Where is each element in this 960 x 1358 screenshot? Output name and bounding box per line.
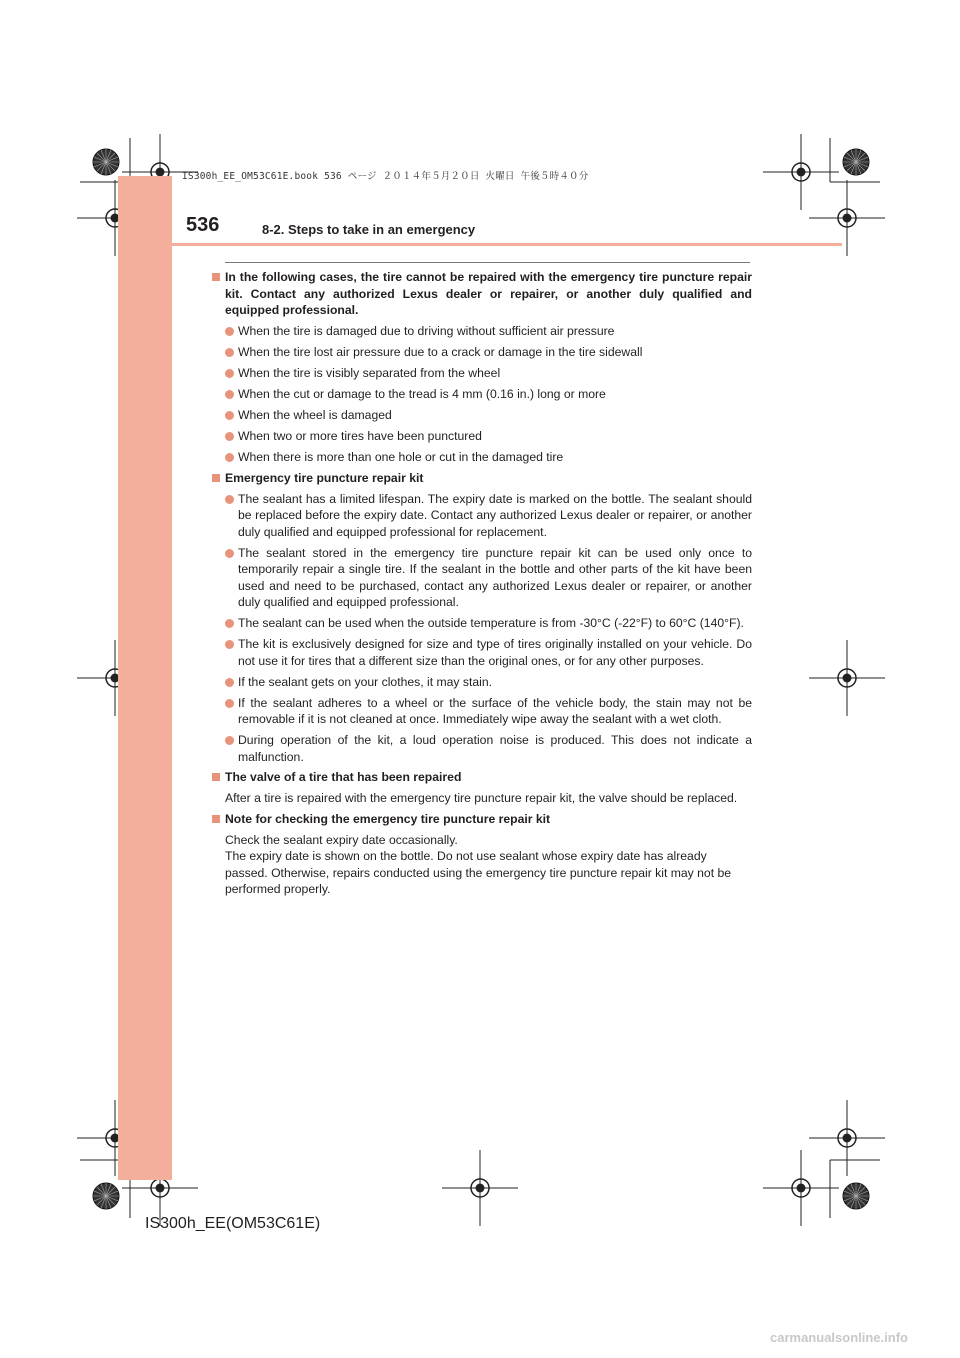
registration-mark-bottom-center	[442, 1150, 518, 1226]
header-rule	[118, 243, 842, 246]
section-heading: In the following cases, the tire cannot be repaired with the emergency tire puncture repair kit. Contact any authorized Lexus dealer or repairer, or another duly qualified and equipped professional.	[212, 269, 752, 319]
book-info: IS300h_EE_OM53C61E.book 536 ページ ２０１４年５月２０日 火曜日 午後５時４０分	[182, 171, 589, 182]
bullet-list	[212, 491, 752, 766]
registration-mark-mid-right	[809, 640, 885, 716]
list-item: During operation of the kit, a loud operation noise is produced. This does not indicate a malfunction.	[212, 732, 752, 765]
registration-mark-bottom-right	[763, 1100, 885, 1226]
watermark: carmanualsonline.info	[770, 1330, 908, 1345]
registration-mark-top-right	[763, 134, 885, 256]
list-item: When the tire lost air pressure due to a crack or damage in the tire sidewall	[212, 344, 752, 361]
manual-code: IS300h_EE(OM53C61E)	[145, 1215, 321, 1232]
paragraph	[212, 832, 752, 898]
paragraph-text: Check the sealant expiry date occasionally.	[225, 832, 458, 847]
section-heading: Note for checking the emergency tire puncture repair kit	[212, 811, 752, 828]
list-item: If the sealant adheres to a wheel or the surface of the vehicle body, the stain may not be removable if it is not cleaned at once. Immediately wipe away the sealant with a wet cloth.	[212, 695, 752, 728]
paragraph-text: The expiry date is shown on the bottle. Do not use sealant whose expiry date has already passed. Otherwise, repairs conducted using the emergency tire puncture repair kit may not be performed properly.	[225, 849, 732, 896]
side-color-band	[118, 176, 172, 1180]
list-item: When the tire is damaged due to driving without sufficient air pressure	[212, 323, 752, 340]
list-item: When the cut or damage to the tread is 4 mm (0.16 in.) long or more	[212, 386, 752, 403]
list-item: When the tire is visibly separated from the wheel	[212, 365, 752, 382]
content-top-rule	[225, 262, 750, 263]
list-item: The sealant has a limited lifespan. The expiry date is marked on the bottle. The sealant should be replaced before the expiry date. Contact any authorized Lexus dealer or repairer, or another duly qualified and equipped professional for replacement.	[212, 491, 752, 541]
page-number: 536	[186, 214, 220, 236]
paragraph-text: After a tire is repaired with the emergency tire puncture repair kit, the valve should be replaced.	[225, 791, 738, 805]
section-heading: The valve of a tire that has been repaired	[212, 769, 752, 786]
list-item: When two or more tires have been punctured	[212, 428, 752, 445]
list-item: The kit is exclusively designed for size and type of tires originally installed on your vehicle. Do not use it for tires that a different size than the original ones, or for any other purposes.	[212, 636, 752, 669]
paragraph	[212, 790, 752, 807]
section-title: 8-2. Steps to take in an emergency	[262, 222, 476, 237]
list-item: When there is more than one hole or cut in the damaged tire	[212, 449, 752, 466]
page-content	[212, 269, 752, 898]
section-heading: Emergency tire puncture repair kit	[212, 470, 752, 487]
bullet-list	[212, 323, 752, 466]
list-item: The sealant stored in the emergency tire puncture repair kit can be used only once to temporarily repair a single tire. If the sealant in the bottle and other parts of the kit have been used and need to be purchased, contact any authorized Lexus dealer or repairer, or another duly qualified and equipped professional.	[212, 545, 752, 611]
list-item: When the wheel is damaged	[212, 407, 752, 424]
list-item: If the sealant gets on your clothes, it may stain.	[212, 674, 752, 691]
list-item: The sealant can be used when the outside temperature is from -30°C (-22°F) to 60°C (140°F).	[212, 615, 752, 632]
